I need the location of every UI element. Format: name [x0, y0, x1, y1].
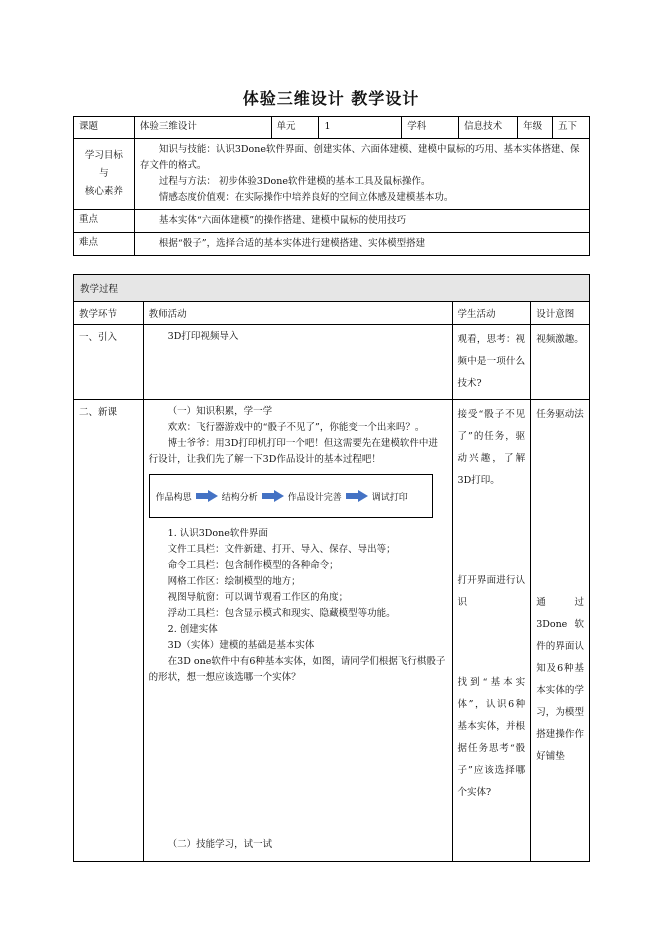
intent-task-driven: 任务驱动法 — [536, 409, 584, 420]
subject-value: 信息技术 — [459, 117, 518, 139]
huanhuan-text: 欢欢：飞行器游戏中的“骰子不见了”，你能变一个出来吗？。 — [167, 422, 425, 433]
flow-step-3: 作品设计完善 — [287, 492, 342, 503]
goals-knowledge: 知识与技能：认识3Done软件界面、创建实体、六面体建模、建模中鼠标的巧用、基本实体搭建、保存文件的格式。 — [139, 144, 580, 171]
new-teacher — [143, 400, 452, 862]
info-row-key — [74, 210, 590, 233]
student-interface: 打开界面进行认识 — [457, 575, 526, 608]
key-value: 基本实体“六面体建模”的操作搭建、建模中鼠标的使用技巧 — [134, 210, 589, 233]
header-student: 学生活动 — [452, 302, 531, 325]
intro-stage: 一、引入 — [74, 325, 144, 400]
process-caption: 教学过程 — [74, 275, 590, 302]
info-row-hard — [74, 233, 590, 256]
intent-interface: 通过3Done软件的界面认知及6种基本实体的学习，为模型搭建操作作好铺垫 — [536, 597, 584, 762]
flow-step-1: 作品构思 — [155, 492, 192, 503]
info-row-course — [74, 117, 590, 139]
skills-heading: （二）技能学习，试一试 — [167, 839, 273, 850]
step1-floating-toolbar: 浮动工具栏：包含显示模式和现实、隐藏模型等功能。 — [167, 608, 396, 619]
grade-label: 年级 — [518, 117, 553, 139]
process-table — [73, 274, 590, 862]
key-label: 重点 — [74, 210, 135, 233]
grade-value: 五下 — [553, 117, 590, 139]
header-intent: 设计意图 — [531, 302, 590, 325]
hard-value: 根据“骰子”，选择合适的基本实体进行建模搭建、实体模型搭建 — [134, 233, 589, 256]
hard-label: 难点 — [74, 233, 135, 256]
document-title: 体验三维设计 教学设计 — [242, 89, 420, 108]
flow-step-2: 结构分析 — [221, 492, 258, 503]
student-task: 接受“骰子不见了”的任务，驱动兴趣，了解3D打印。 — [457, 409, 526, 486]
arrow-right-icon — [196, 490, 218, 502]
new-intent — [531, 400, 590, 862]
intro-teacher: 3D打印视频导入 — [143, 325, 452, 400]
step1-view-navigator: 视图导航窗：可以调节观看工作区的角度； — [167, 592, 349, 603]
design-process-flow — [149, 474, 433, 518]
course-label: 课题 — [74, 117, 135, 139]
goals-label: 学习目标 与 核心素养 — [74, 139, 135, 210]
course-value: 体验三维设计 — [134, 117, 271, 139]
goals-content — [134, 139, 589, 210]
step2-heading: 2. 创建实体 — [167, 624, 218, 635]
new-stage: 二、新课 — [74, 400, 144, 862]
goals-attitude: 情感态度价值观：在实际操作中培养良好的空间立体感及建模基本功。 — [158, 192, 454, 203]
new-student — [452, 400, 531, 862]
subject-label: 学科 — [402, 117, 459, 139]
info-row-goals — [74, 139, 590, 210]
student-basic-solids: 找到“基本实体”，认识6种基本实体，并根据任务思考“骰子”应该选择哪个实体? — [457, 677, 526, 798]
header-stage: 教学环节 — [74, 302, 144, 325]
goals-process: 过程与方法： 初步体验3Done软件建模的基本工具及鼠标操作。 — [158, 176, 431, 187]
flow-step-4: 调试打印 — [371, 492, 408, 503]
process-header-row — [74, 302, 590, 325]
doctor-text: 博士爷爷：用3D打印机打印一个吧！但这需要先在建模软件中进行设计，让我们先了解一下3D作品设计的基本过程吧！ — [148, 438, 438, 465]
unit-label: 单元 — [271, 117, 319, 139]
intro-student: 观看，思考：视频中是一项什么技术? — [452, 325, 531, 400]
header-teacher: 教师活动 — [143, 302, 452, 325]
unit-value: 1 — [319, 117, 402, 139]
intro-intent: 视频激趣。 — [531, 325, 590, 400]
step1-grid-workspace: 网格工作区：绘制模型的地方； — [167, 576, 301, 587]
knowledge-heading: （一）知识积累，学一学 — [167, 406, 273, 417]
step2-basics: 3D（实体）建模的基础是基本实体 — [167, 640, 315, 651]
info-table — [73, 116, 590, 256]
step2-question: 在3D one软件中有6种基本实体，如图，请同学们根据飞行棋骰子的形状，想一想应该选哪一个实体？ — [148, 656, 446, 683]
row-intro — [74, 325, 590, 400]
step1-heading: 1. 认识3Done软件界面 — [167, 528, 268, 539]
step1-file-toolbar: 文件工具栏：文件新建、打开、导入、保存、导出等； — [167, 544, 396, 555]
step1-command-toolbar: 命令工具栏：包含制作模型的各种命令； — [167, 560, 339, 571]
arrow-right-icon — [262, 490, 284, 502]
row-new-lesson — [74, 400, 590, 862]
arrow-right-icon — [346, 490, 368, 502]
process-caption-row — [74, 275, 590, 302]
